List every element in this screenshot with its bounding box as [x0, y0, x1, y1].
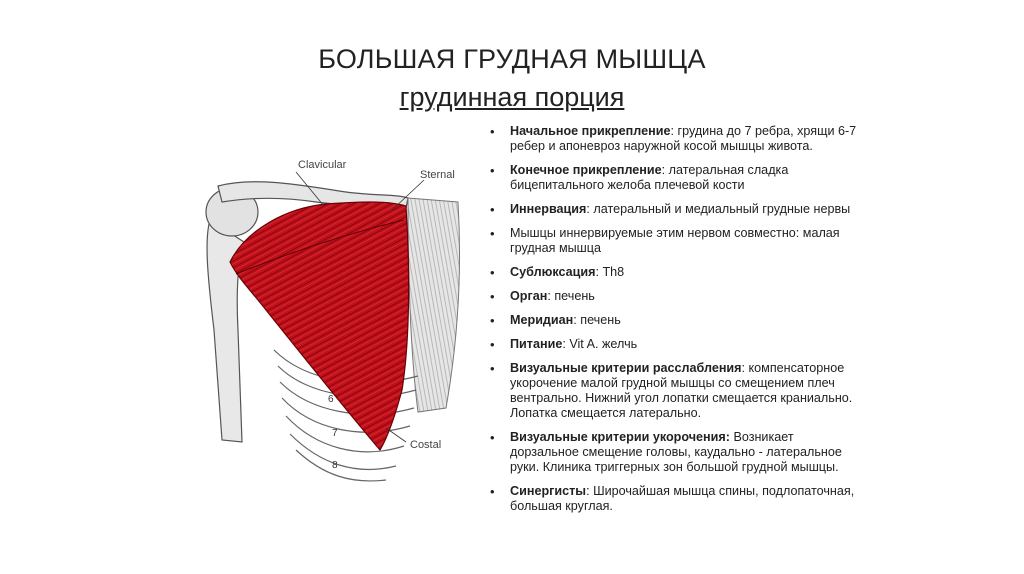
slide-title: БОЛЬШАЯ ГРУДНАЯ МЫШЦА — [318, 44, 706, 74]
list-item — [490, 337, 865, 352]
costal-label: Costal — [410, 439, 442, 451]
pectoralis-anatomy-figure — [196, 150, 486, 486]
bullet-term: Меридиан — [510, 313, 574, 327]
bullet-term: Начальное прикрепление — [510, 124, 671, 138]
bullet-text: латеральный и медиальный грудные нервы — [593, 202, 851, 216]
bullet-dot-icon: • — [490, 163, 495, 178]
list-item — [490, 484, 865, 514]
list-item — [490, 313, 865, 328]
bullet-text: Широчайшая мышца спины, подлопаточная, большая круглая. — [510, 484, 855, 513]
list-item — [490, 124, 865, 154]
bullet-text: Мышцы иннервируемые этим нервом совместно: малая грудная мышца — [510, 226, 840, 255]
bullet-dot-icon: • — [490, 265, 495, 280]
rib-number-6: 6 — [328, 394, 334, 405]
bullet-dot-icon: • — [490, 226, 495, 241]
bullet-dot-icon: • — [490, 361, 495, 376]
bullet-separator: : — [661, 163, 669, 177]
bullet-dot-icon: • — [490, 202, 495, 217]
bullet-text: Возникает дорзальное смещение головы, каудально - латеральное руки. Клиника триггерных зон большой грудной мышцы. — [510, 430, 842, 474]
bullet-text: Vit A. желчь — [569, 337, 638, 351]
bullet-term: Визуальные критерии укорочения: — [510, 430, 730, 444]
list-item — [490, 163, 865, 193]
bullet-separator: : — [670, 124, 678, 138]
bullet-text: печень — [580, 313, 621, 327]
bullet-separator: : — [547, 289, 555, 303]
bullet-text: Th8 — [602, 265, 625, 279]
bullet-separator: : — [562, 337, 570, 351]
bullet-term: Синергисты — [510, 484, 587, 498]
bullet-separator: : — [741, 361, 749, 375]
bullet-separator: : — [586, 484, 594, 498]
facts-list — [490, 124, 865, 523]
list-item — [490, 289, 865, 304]
bullet-text: грудина до 7 ребра, хрящи 6-7 ребер и апоневроз наружной косой мышцы живота. — [510, 124, 857, 153]
rib-number-7: 7 — [332, 428, 338, 439]
bullet-dot-icon: • — [490, 337, 495, 352]
bullet-term: Конечное прикрепление — [510, 163, 662, 177]
sternal-label: Sternal — [420, 169, 455, 181]
list-item — [490, 430, 865, 475]
bullet-dot-icon: • — [490, 124, 495, 139]
bullet-dot-icon: • — [490, 289, 495, 304]
bullet-dot-icon: • — [490, 430, 495, 445]
bullet-text: латеральная сладка бицепитального желоба плечевой кости — [510, 163, 789, 192]
bullet-separator: : — [586, 202, 594, 216]
pectoralis-illustration — [196, 150, 486, 486]
slide-subtitle: грудинная порция — [399, 82, 625, 112]
list-item — [490, 202, 865, 217]
bullet-term: Орган — [510, 289, 548, 303]
bullet-text: компенсаторное укорочение малой грудной мышцы со смещением плеч вентрально. Нижний угол лопатки смещается краниально. Лопатка смещается латерально. — [510, 361, 853, 420]
list-item — [490, 361, 865, 421]
bullet-dot-icon: • — [490, 313, 495, 328]
pectoralis-major-muscle — [230, 202, 409, 450]
clavicular-label: Clavicular — [298, 159, 347, 171]
bullet-dot-icon: • — [490, 484, 495, 499]
list-item — [490, 265, 865, 280]
bullet-separator: : — [573, 313, 581, 327]
bullet-term: Иннервация — [510, 202, 587, 216]
list-item — [490, 226, 865, 256]
bullet-term: Визуальные критерии расслабления — [510, 361, 742, 375]
rib-number-8: 8 — [332, 460, 338, 471]
bullet-term: Сублюксация — [510, 265, 596, 279]
bullet-separator: : — [595, 265, 603, 279]
sternum — [408, 198, 460, 412]
bullet-term: Питание — [510, 337, 563, 351]
bullet-text: печень — [554, 289, 595, 303]
